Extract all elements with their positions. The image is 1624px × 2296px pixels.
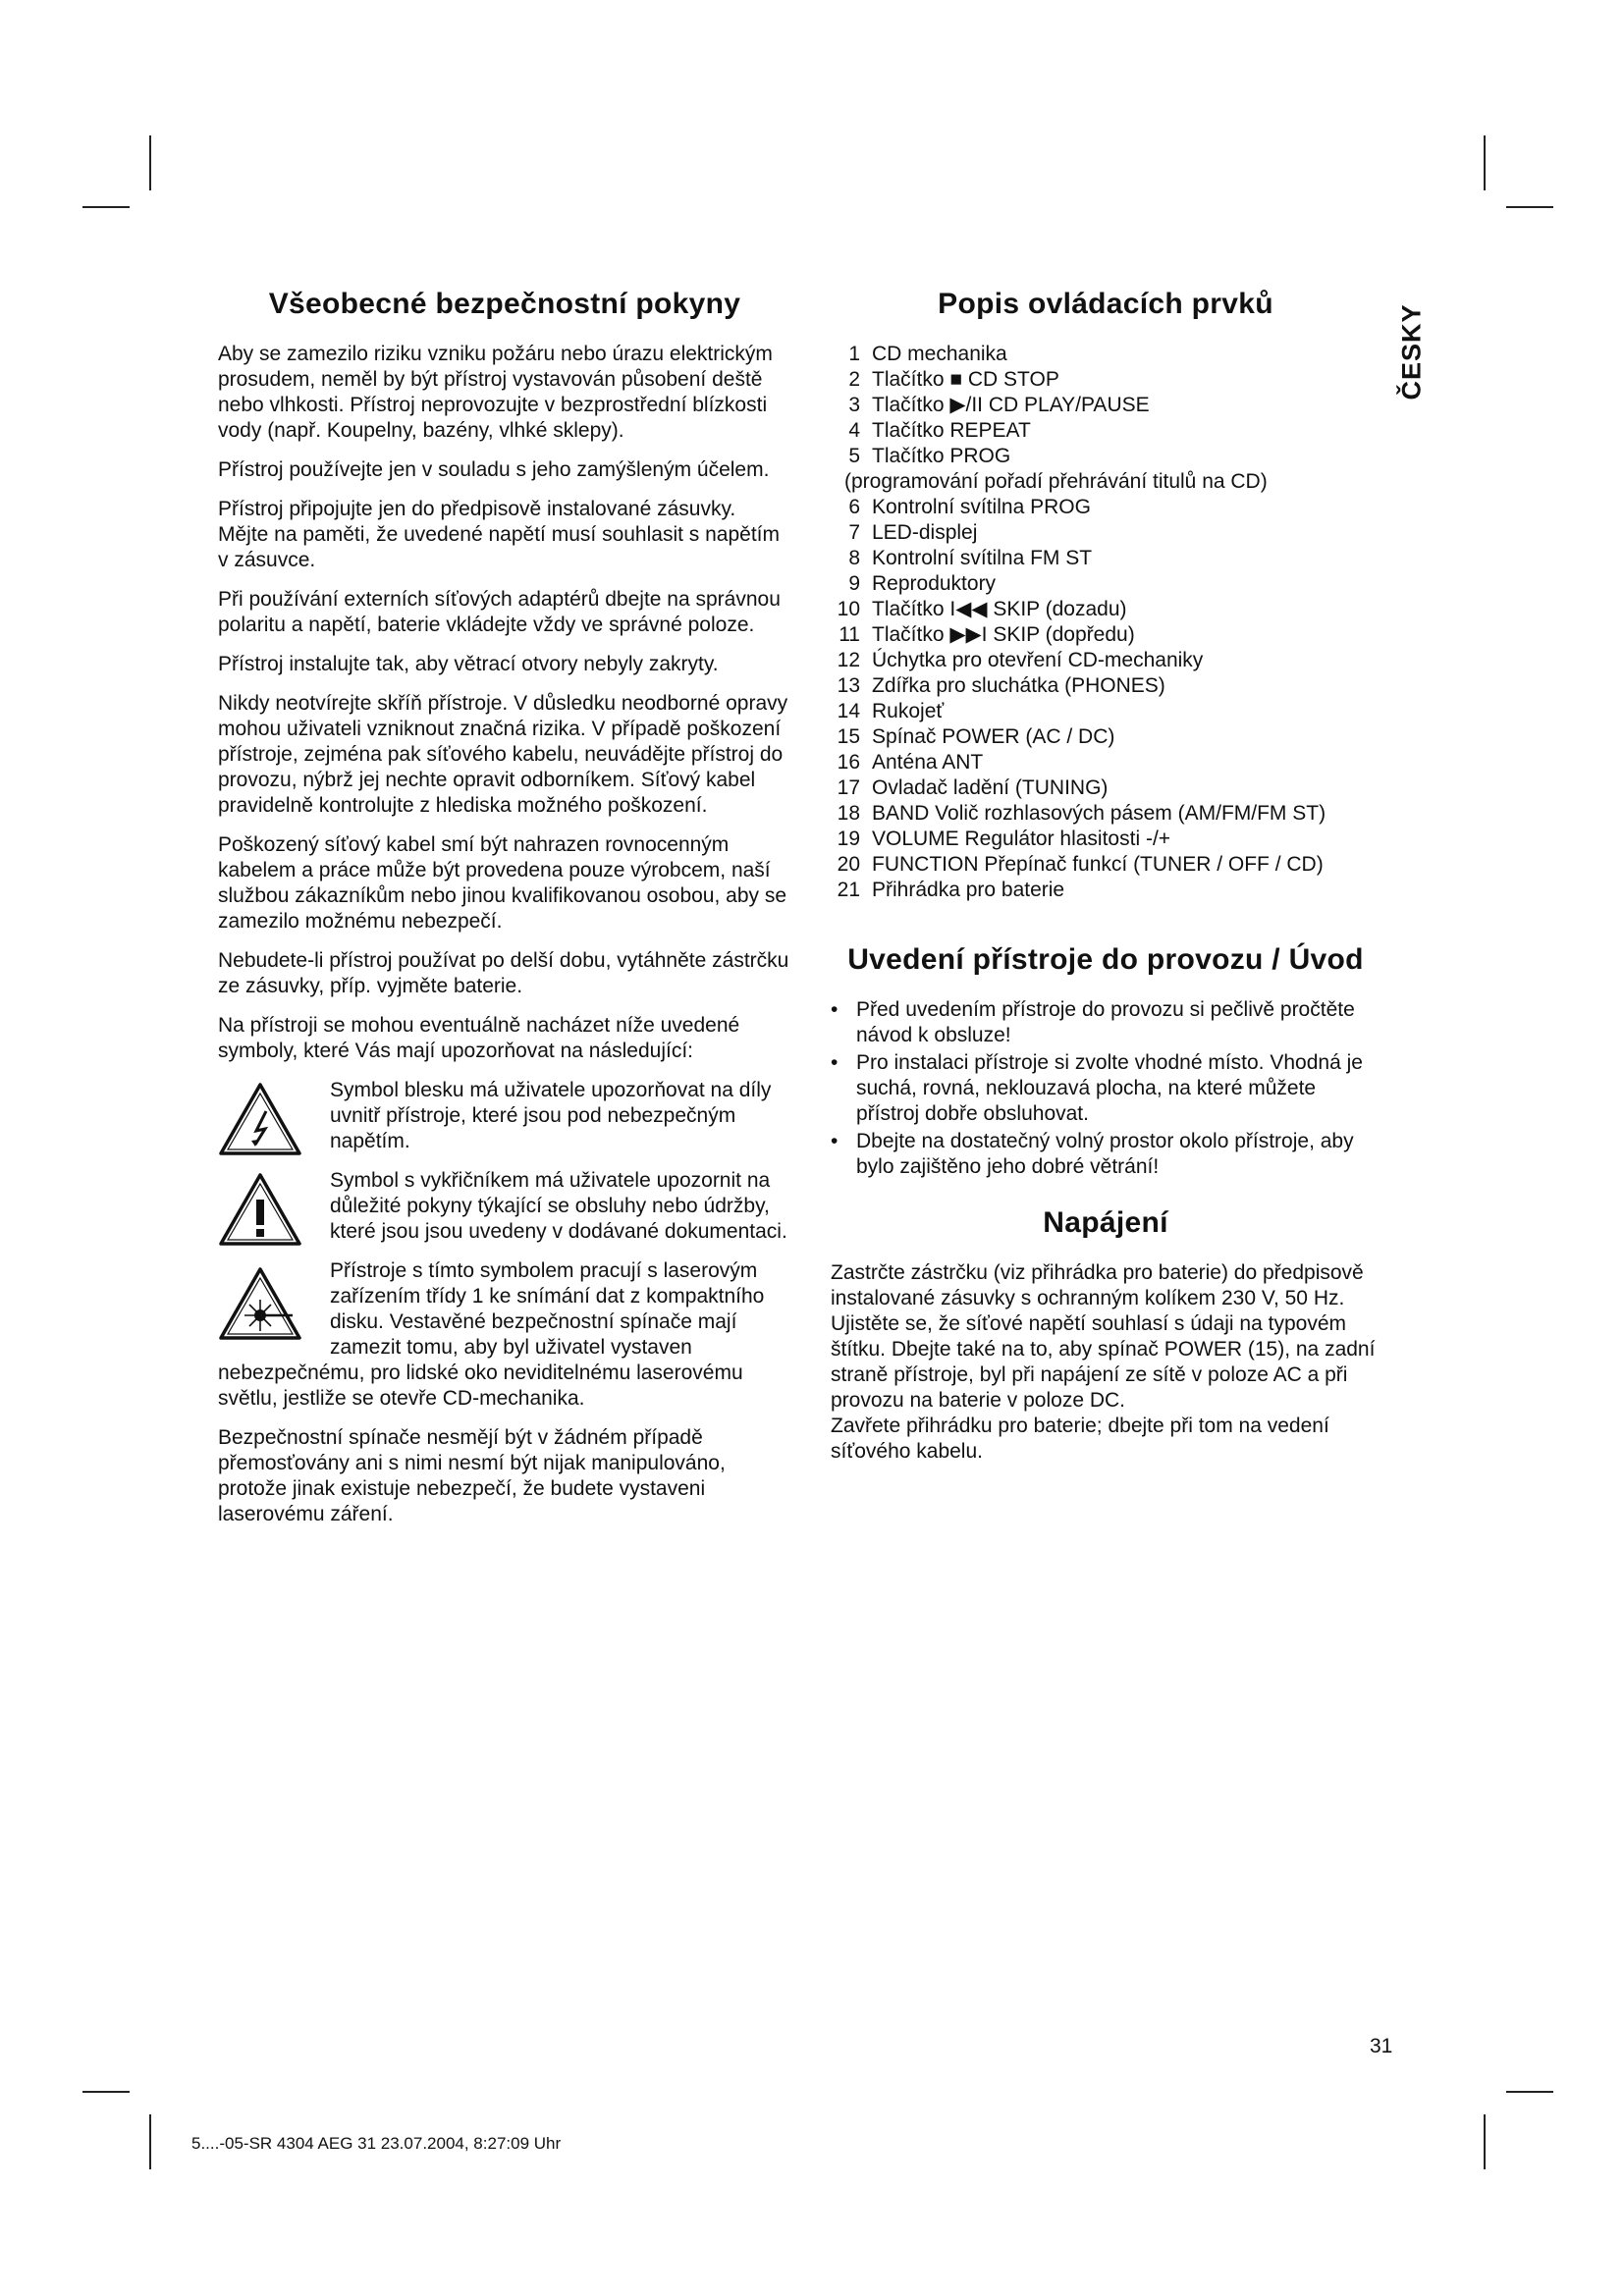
crop-mark (1506, 2091, 1553, 2093)
power-paragraph: Zastrčte zástrčku (viz přihrádka pro baterie) do předpisově instalované zásuvky s ochranným kolíkem 230 V, 50 Hz. Ujistěte se, že síťové napětí souhlasí s údaji na typovém štítku. Dbejte také na to, aby spínač POWER (15), na zadní straně přístroje, byl při napájení ze sítě v poloze AC a při provozu na baterie v poloze DC. (831, 1261, 1376, 1412)
crop-mark (82, 206, 130, 208)
exclamation-warning-icon (218, 1172, 302, 1247)
list-item: • Dbejte na dostatečný volný prostor okolo přístroje, aby bylo zajištěno jeho dobré větrání! (831, 1130, 1354, 1178)
exclamation-symbol-note (218, 1168, 791, 1245)
safety-title: Všeobecné bezpečnostní pokyny (268, 288, 741, 320)
lightning-symbol-text: Symbol blesku má uživatele upozorňovat na díly uvnitř přístroje, které jsou pod nebezpečným napětím. (330, 1079, 772, 1152)
lightning-warning-icon (218, 1082, 302, 1156)
list-item: 16 Anténa ANT (837, 751, 984, 774)
safety-closing-paragraph: Bezpečnostní spínače nesmějí být v žádném případě přemosťovány ani s nimi nesmí být nijak manipulováno, protože jinak existuje nebezpečí, že budete vystaveni laserovému záření. (218, 1426, 726, 1525)
list-item: 9 Reproduktory (848, 572, 997, 595)
list-item: 6 Kontrolní svítilna PROG (848, 496, 1091, 518)
list-item: 2 Tlačítko ■ CD STOP (848, 368, 1059, 391)
safety-paragraph: Nebudete-li přístroj používat po delší dobu, vytáhněte zástrčku ze zásuvky, příp. vyjměte baterie. (218, 949, 789, 997)
safety-paragraph: Nikdy neotvírejte skříň přístroje. V důsledku neodborné opravy mohou uživateli vzniknout značná rizika. V případě poškození přístroje, zejména pak síťového kabelu, neuvádějte přístroj do provozu, nýbrž jej nechte opravit odborníkem. Síťový kabel pravidelně kontrolujte z hlediska možného poškození. (218, 692, 788, 817)
safety-paragraph: Přístroj instalujte tak, aby větrací otvory nebyly zakryty. (218, 653, 719, 675)
crop-mark (82, 2091, 130, 2093)
list-item-note: (programování pořadí přehrávání titulů na CD) (844, 470, 1268, 493)
page-number: 31 (1370, 2035, 1393, 2057)
list-item: 18 BAND Volič rozhlasových pásem (AM/FM/FM ST) (837, 802, 1326, 825)
safety-paragraph: Aby se zamezilo riziku vzniku požáru nebo úrazu elektrickým prosudem, neměl by být přístroj vystavován působení deště nebo vlhkosti. Přístroj neprovozujte v bezprostřední blízkosti vody (např. Koupelny, bazény, vlhké sklepy). (218, 343, 773, 442)
language-label: ČESKY (1396, 302, 1427, 400)
safety-paragraph: Přístroj používejte jen v souladu s jeho zamýšleným účelem. (218, 458, 770, 481)
list-item: 3 Tlačítko ▶/II CD PLAY/PAUSE (848, 394, 1150, 416)
list-item: 8 Kontrolní svítilna FM ST (848, 547, 1093, 569)
list-item: 13 Zdířka pro sluchátka (PHONES) (837, 674, 1165, 697)
crop-mark (149, 135, 151, 190)
list-item: • Před uvedením přístroje do provozu si pečlivě pročtěte návod k obsluze! (831, 998, 1355, 1046)
power-paragraph: Zavřete přihrádku pro baterie; dbejte při tom na vedení síťového kabelu. (831, 1415, 1329, 1463)
laser-symbol-text: Přístroje s tímto symbolem pracují s laserovým zařízením třídy 1 ke snímání dat z kompaktního disku. Vestavěné bezpečnostní spínače mají zamezit tomu, aby byl uživatel vystaven nebezpečnému, pro lidské oko neviditelnému laserovému světlu, jestliže se otevře CD-mechanika. (218, 1259, 765, 1410)
list-item: 15 Spínač POWER (AC / DC) (837, 725, 1115, 748)
crop-mark (1506, 206, 1553, 208)
power-title: Napájení (1043, 1206, 1168, 1239)
controls-column (831, 287, 1380, 1478)
controls-list (831, 342, 1380, 903)
list-item: 4 Tlačítko REPEAT (848, 419, 1031, 442)
list-item: 14 Rukojeť (837, 700, 945, 722)
lightning-symbol-note (218, 1078, 791, 1154)
list-item: 5 Tlačítko PROG (848, 445, 1011, 467)
crop-mark (1484, 2114, 1486, 2169)
safety-paragraph: Poškozený síťový kabel smí být nahrazen rovnocenným kabelem a práce může být provedena pouze výrobcem, naší službou zákazníkům nebo jinou kvalifikovanou osobou, aby se zamezilo možnému nebezpečí. (218, 833, 787, 933)
safety-paragraph: Přístroj připojujte jen do předpisově instalované zásuvky. Mějte na paměti, že uvedené napětí musí souhlasit s napětím v zásuvce. (218, 498, 780, 571)
list-item: 12 Úchytka pro otevření CD-mechaniky (837, 649, 1204, 671)
laser-warning-icon (218, 1266, 302, 1341)
laser-symbol-note (218, 1258, 791, 1412)
safety-column (218, 287, 791, 1541)
list-item: 10 Tlačítko I◀◀ SKIP (dozadu) (837, 598, 1127, 620)
setup-bullet-list (831, 997, 1380, 1180)
safety-paragraph: Při používání externích síťových adaptérů dbejte na správnou polaritu a napětí, baterie vkládejte vždy ve správné poloze. (218, 588, 781, 636)
list-item: • Pro instalaci přístroje si zvolte vhodné místo. Vhodná je suchá, rovná, neklouzavá plocha, na které můžete přístroj dobře obsluhovat. (831, 1051, 1363, 1125)
list-item: 21 Přihrádka pro baterie (837, 879, 1065, 901)
language-side-label (1392, 293, 1432, 410)
print-footer: 5....-05-SR 4304 AEG 31 23.07.2004, 8:27:09 Uhr (191, 2134, 562, 2153)
list-item: 7 LED-displej (848, 521, 978, 544)
crop-mark (149, 2114, 151, 2169)
crop-mark (1484, 135, 1486, 190)
list-item: 19 VOLUME Regulátor hlasitosti -/+ (837, 828, 1171, 850)
exclamation-symbol-text: Symbol s vykřičníkem má uživatele upozornit na důležité pokyny týkající se obsluhy nebo údržby, které jsou jsou uvedeny v dodávané dokumentaci. (330, 1169, 787, 1243)
list-item: 1 CD mechanika (848, 343, 1007, 365)
setup-title: Uvedení přístroje do provozu / Úvod (847, 943, 1364, 976)
list-item: 11 Tlačítko ▶▶I SKIP (dopředu) (839, 623, 1135, 646)
controls-title: Popis ovládacích prvků (938, 288, 1273, 320)
list-item: 17 Ovladač ladění (TUNING) (837, 776, 1109, 799)
safety-paragraph: Na přístroji se mohou eventuálně nacházet níže uvedené symboly, které Vás mají upozorňovat na následující: (218, 1014, 740, 1062)
list-item: 20 FUNCTION Přepínač funkcí (TUNER / OFF / CD) (837, 853, 1324, 876)
